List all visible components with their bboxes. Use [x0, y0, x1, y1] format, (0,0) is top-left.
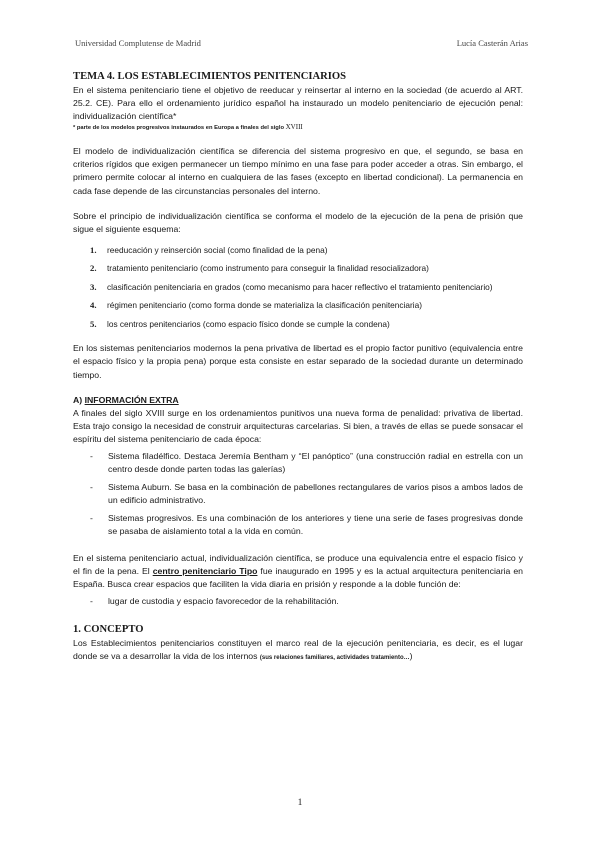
- header-university: Universidad Complutense de Madrid: [75, 38, 201, 48]
- list-item-text: reeducación y reinserción social (como finalidad de la pena): [107, 244, 328, 255]
- header-author: Lucía Casterán Arias: [456, 38, 528, 48]
- list-dash: -: [90, 513, 93, 524]
- paragraph-modern-systems: En los sistemas penitenciarios modernos la pena privativa de libertad es el propio factor punitivo (equivalencia entre el espacio físico y la propia pena) porque esta consiste en estar separado de la sociedad durante un determinado tiempo.: [73, 343, 523, 380]
- concept-text: Los Establecimientos penitenciarios constituyen el marco real de la ejecución penitenciaria, es decir, es el lugar donde se va a desarrollar la vida de los internos: [73, 637, 523, 662]
- intro-paragraph: En el sistema penitenciario tiene el objetivo de reeducar y reinsertar al interno en la sociedad (de acuerdo al ART. 25.2. CE). Para ello el ordenamiento jurídico español ha instaurado un modelo penitenciario de ejecución penal: individualización científica*: [73, 85, 523, 122]
- centro-tipo-emphasis: centro penitenciario Tipo: [152, 565, 258, 576]
- list-item: [73, 595, 523, 608]
- list-item: [73, 281, 523, 294]
- functions-list: [73, 595, 523, 608]
- list-item: [73, 262, 523, 275]
- list-number: 1.: [90, 244, 97, 255]
- list-number: 5.: [90, 318, 97, 329]
- footnote-text: * parte de los modelos progresivos instaurados en Europa a finales del siglo: [73, 125, 284, 132]
- list-item: [73, 481, 523, 507]
- list-number: 2.: [90, 263, 97, 274]
- document-body: [73, 70, 523, 665]
- list-item-text: los centros penitenciarios (como espacio físico donde se cumple la condena): [107, 318, 390, 329]
- list-dash: -: [90, 451, 93, 461]
- page-title: TEMA 4. LOS ESTABLECIMIENTOS PENITENCIARIOS: [73, 71, 347, 82]
- list-item-text: régimen penitenciario (como forma donde se materializa la clasificación penitenciaria): [107, 300, 422, 311]
- list-item: [73, 244, 523, 257]
- concept-heading: 1. CONCEPTO: [73, 623, 144, 635]
- list-number: 4.: [90, 300, 97, 311]
- list-item: [73, 450, 523, 476]
- concept-end: ): [409, 651, 413, 662]
- list-dash: -: [90, 482, 93, 493]
- paragraph-extra: A finales del siglo XVIII surge en los ordenamientos punitivos una nueva forma de penalidad: privativa de libertad. Esta trajo consigo la necesidad de construir arquitecturas carcelarias. Si bien, a través de ellas se puede sonsacar el espíritu del sistema penitenciario de cada época:: [73, 407, 523, 444]
- list-dash: -: [90, 595, 93, 606]
- paragraph-scheme-intro: Sobre el principio de individualización científica se conforma el modelo de la ejecución de la pena de prisión que sigue el siguiente esquema:: [73, 210, 523, 234]
- list-item: [73, 512, 523, 538]
- list-item: [73, 318, 523, 331]
- current-text-before: En el sistema penitenciario actual, individualización científica, se produce una equivalencia entre el espacio físico y el fin de la pena. El: [73, 552, 523, 576]
- list-item-text: lugar de custodia y espacio favorecedor de la rehabilitación.: [108, 595, 339, 606]
- systems-list: [73, 450, 523, 539]
- list-item-text: Sistemas progresivos. Es una combinación de los anteriores y tiene una serie de fases progresivas donde se pasaba de aislamiento total a la vida en común.: [108, 513, 523, 537]
- paragraph-concept: [73, 637, 523, 665]
- section-a-heading: [73, 394, 523, 407]
- list-item-text: clasificación penitenciaria en grados (como mecanismo para hacer reflectivo el tratamiento penitenciario): [107, 281, 493, 292]
- footnote-roman: XVIII: [285, 123, 303, 132]
- section-a-prefix: A): [73, 394, 83, 405]
- footnote: [73, 123, 523, 133]
- section-a-title: INFORMACIÓN EXTRA: [84, 394, 179, 405]
- list-item: [73, 299, 523, 312]
- paragraph-current-system: [73, 552, 523, 591]
- list-item-text: Sistema Auburn. Se basa en la combinación de pabellones rectangulares de varios pisos a ambos lados de un edificio administrativo.: [108, 482, 523, 506]
- scheme-list: [73, 244, 523, 331]
- page-number: 1: [297, 798, 303, 808]
- list-number: 3.: [90, 281, 97, 292]
- list-item-text: Sistema filadélfico. Destaca Jeremía Bentham y “El panóptico” (una construcción radial en estrella con un centro desde donde parten todas las galerías): [108, 451, 523, 475]
- current-text-after: fue inaugurado en 1995 y es la actual arquitectura penitenciaria en España. Busca crear espacios que faciliten la vida diaria en prisión y responde a la doble función de:: [73, 565, 524, 589]
- paragraph-model: El modelo de individualización científica se diferencia del sistema progresivo en que, el segundo, se basa en criterios rígidos que exigen permanecer un tiempo mínimo en una fase para poder acceder a otras. Sin embargo, el primero permite colocar al interno en cualquiera de las fases (excepto en libertad condicional). La permanencia en cada fase depende de las circunstancias personales del interno.: [73, 146, 523, 196]
- concept-aside: (sus relaciones familiares, actividades tratamiento…: [259, 655, 410, 662]
- list-item-text: tratamiento penitenciario (como instrumento para conseguir la finalidad resocializadora): [107, 263, 429, 274]
